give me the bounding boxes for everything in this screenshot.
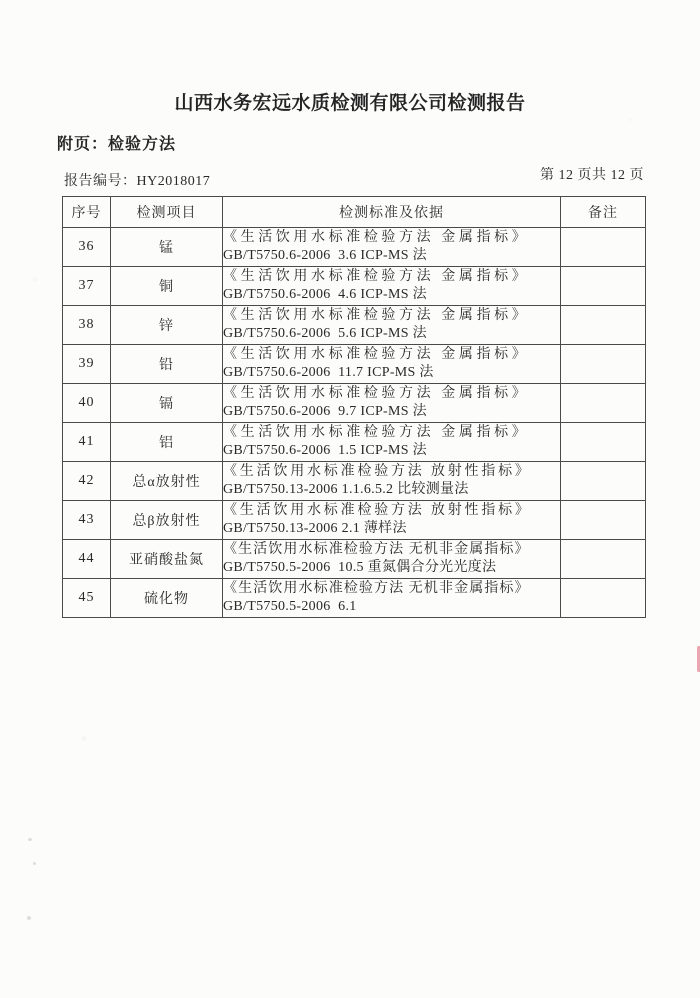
cell-test-item: 锌 bbox=[111, 306, 223, 345]
cell-remark bbox=[561, 267, 646, 306]
cell-standard bbox=[223, 345, 561, 384]
standard-title-line: 《生活饮用水标准检验方法 放射性指标》 bbox=[223, 503, 532, 518]
cell-test-item: 硫化物 bbox=[111, 579, 223, 618]
cell-serial-no: 41 bbox=[63, 423, 111, 462]
cell-remark bbox=[561, 462, 646, 501]
cell-serial-no: 40 bbox=[63, 384, 111, 423]
cell-standard bbox=[223, 462, 561, 501]
header-remark: 备注 bbox=[561, 197, 646, 228]
cell-standard bbox=[223, 501, 561, 540]
header-serial-no: 序号 bbox=[63, 197, 111, 228]
table-header bbox=[63, 197, 646, 228]
cell-serial-no: 42 bbox=[63, 462, 111, 501]
table-row bbox=[63, 306, 646, 345]
cell-remark bbox=[561, 345, 646, 384]
scan-speck bbox=[33, 862, 36, 865]
table-row bbox=[63, 267, 646, 306]
cell-remark bbox=[561, 384, 646, 423]
cell-remark bbox=[561, 579, 646, 618]
standard-method-line: GB/T5750.6-2006 4.6 ICP-MS 法 bbox=[223, 287, 427, 302]
cell-remark bbox=[561, 540, 646, 579]
cell-serial-no: 43 bbox=[63, 501, 111, 540]
cell-standard bbox=[223, 228, 561, 267]
table-row bbox=[63, 423, 646, 462]
standard-title-line: 《生活饮用水标准检验方法 金属指标》 bbox=[223, 386, 530, 401]
cell-remark bbox=[561, 423, 646, 462]
cell-serial-no: 37 bbox=[63, 267, 111, 306]
cell-serial-no: 39 bbox=[63, 345, 111, 384]
standard-title-line: 《生活饮用水标准检验方法 无机非金属指标》 bbox=[223, 542, 530, 557]
table-header-row bbox=[63, 197, 646, 228]
standard-method-line: GB/T5750.6-2006 9.7 ICP-MS 法 bbox=[223, 404, 427, 419]
cell-standard bbox=[223, 540, 561, 579]
cell-test-item: 锰 bbox=[111, 228, 223, 267]
cell-test-item: 总β放射性 bbox=[111, 501, 223, 540]
standard-title-line: 《生活饮用水标准检验方法 放射性指标》 bbox=[223, 464, 532, 479]
test-methods-table bbox=[62, 196, 646, 618]
table-row bbox=[63, 462, 646, 501]
standard-title-line: 《生活饮用水标准检验方法 金属指标》 bbox=[223, 425, 530, 440]
standard-title-line: 《生活饮用水标准检验方法 金属指标》 bbox=[223, 230, 530, 245]
cell-standard bbox=[223, 306, 561, 345]
standard-method-line: GB/T5750.6-2006 1.5 ICP-MS 法 bbox=[223, 443, 427, 458]
scan-speck bbox=[27, 916, 31, 920]
cell-standard bbox=[223, 384, 561, 423]
table-row bbox=[63, 345, 646, 384]
standard-method-line: GB/T5750.6-2006 3.6 ICP-MS 法 bbox=[223, 248, 427, 263]
standard-method-line: GB/T5750.13-2006 2.1 薄样法 bbox=[223, 521, 407, 536]
standard-method-line: GB/T5750.6-2006 11.7 ICP-MS 法 bbox=[223, 365, 434, 380]
standard-title-line: 《生活饮用水标准检验方法 金属指标》 bbox=[223, 269, 530, 284]
table-row bbox=[63, 228, 646, 267]
table-row bbox=[63, 384, 646, 423]
table-row bbox=[63, 579, 646, 618]
cell-test-item: 铝 bbox=[111, 423, 223, 462]
cell-test-item: 镉 bbox=[111, 384, 223, 423]
cell-serial-no: 45 bbox=[63, 579, 111, 618]
cell-standard bbox=[223, 423, 561, 462]
table-body bbox=[63, 228, 646, 618]
cell-serial-no: 44 bbox=[63, 540, 111, 579]
page-title: 山西水务宏远水质检测有限公司检测报告 bbox=[174, 93, 526, 114]
attachment-subtitle: 附页：检验方法 bbox=[57, 136, 177, 153]
standard-method-line: GB/T5750.5-2006 6.1 bbox=[223, 599, 357, 614]
cell-remark bbox=[561, 306, 646, 345]
header-test-item: 检测项目 bbox=[111, 197, 223, 228]
cell-serial-no: 38 bbox=[63, 306, 111, 345]
header-standard-basis: 检测标准及依据 bbox=[223, 197, 561, 228]
standard-method-line: GB/T5750.5-2006 10.5 重氮偶合分光光度法 bbox=[223, 560, 497, 575]
cell-serial-no: 36 bbox=[63, 228, 111, 267]
cell-test-item: 铜 bbox=[111, 267, 223, 306]
cell-standard bbox=[223, 579, 561, 618]
cell-test-item: 亚硝酸盐氮 bbox=[111, 540, 223, 579]
table-row bbox=[63, 501, 646, 540]
standard-method-line: GB/T5750.6-2006 5.6 ICP-MS 法 bbox=[223, 326, 427, 341]
standard-method-line: GB/T5750.13-2006 1.1.6.5.2 比较测量法 bbox=[223, 482, 469, 497]
standard-title-line: 《生活饮用水标准检验方法 无机非金属指标》 bbox=[223, 581, 530, 596]
page-indicator: 第 12 页共 12 页 bbox=[540, 168, 644, 183]
standard-title-line: 《生活饮用水标准检验方法 金属指标》 bbox=[223, 347, 530, 362]
cell-test-item: 总α放射性 bbox=[111, 462, 223, 501]
report-number: 报告编号：HY2018017 bbox=[64, 174, 211, 189]
standard-title-line: 《生活饮用水标准检验方法 金属指标》 bbox=[223, 308, 530, 323]
cell-test-item: 铅 bbox=[111, 345, 223, 384]
cell-remark bbox=[561, 501, 646, 540]
cell-standard bbox=[223, 267, 561, 306]
table-row bbox=[63, 540, 646, 579]
cell-remark bbox=[561, 228, 646, 267]
scan-speck bbox=[28, 838, 32, 841]
